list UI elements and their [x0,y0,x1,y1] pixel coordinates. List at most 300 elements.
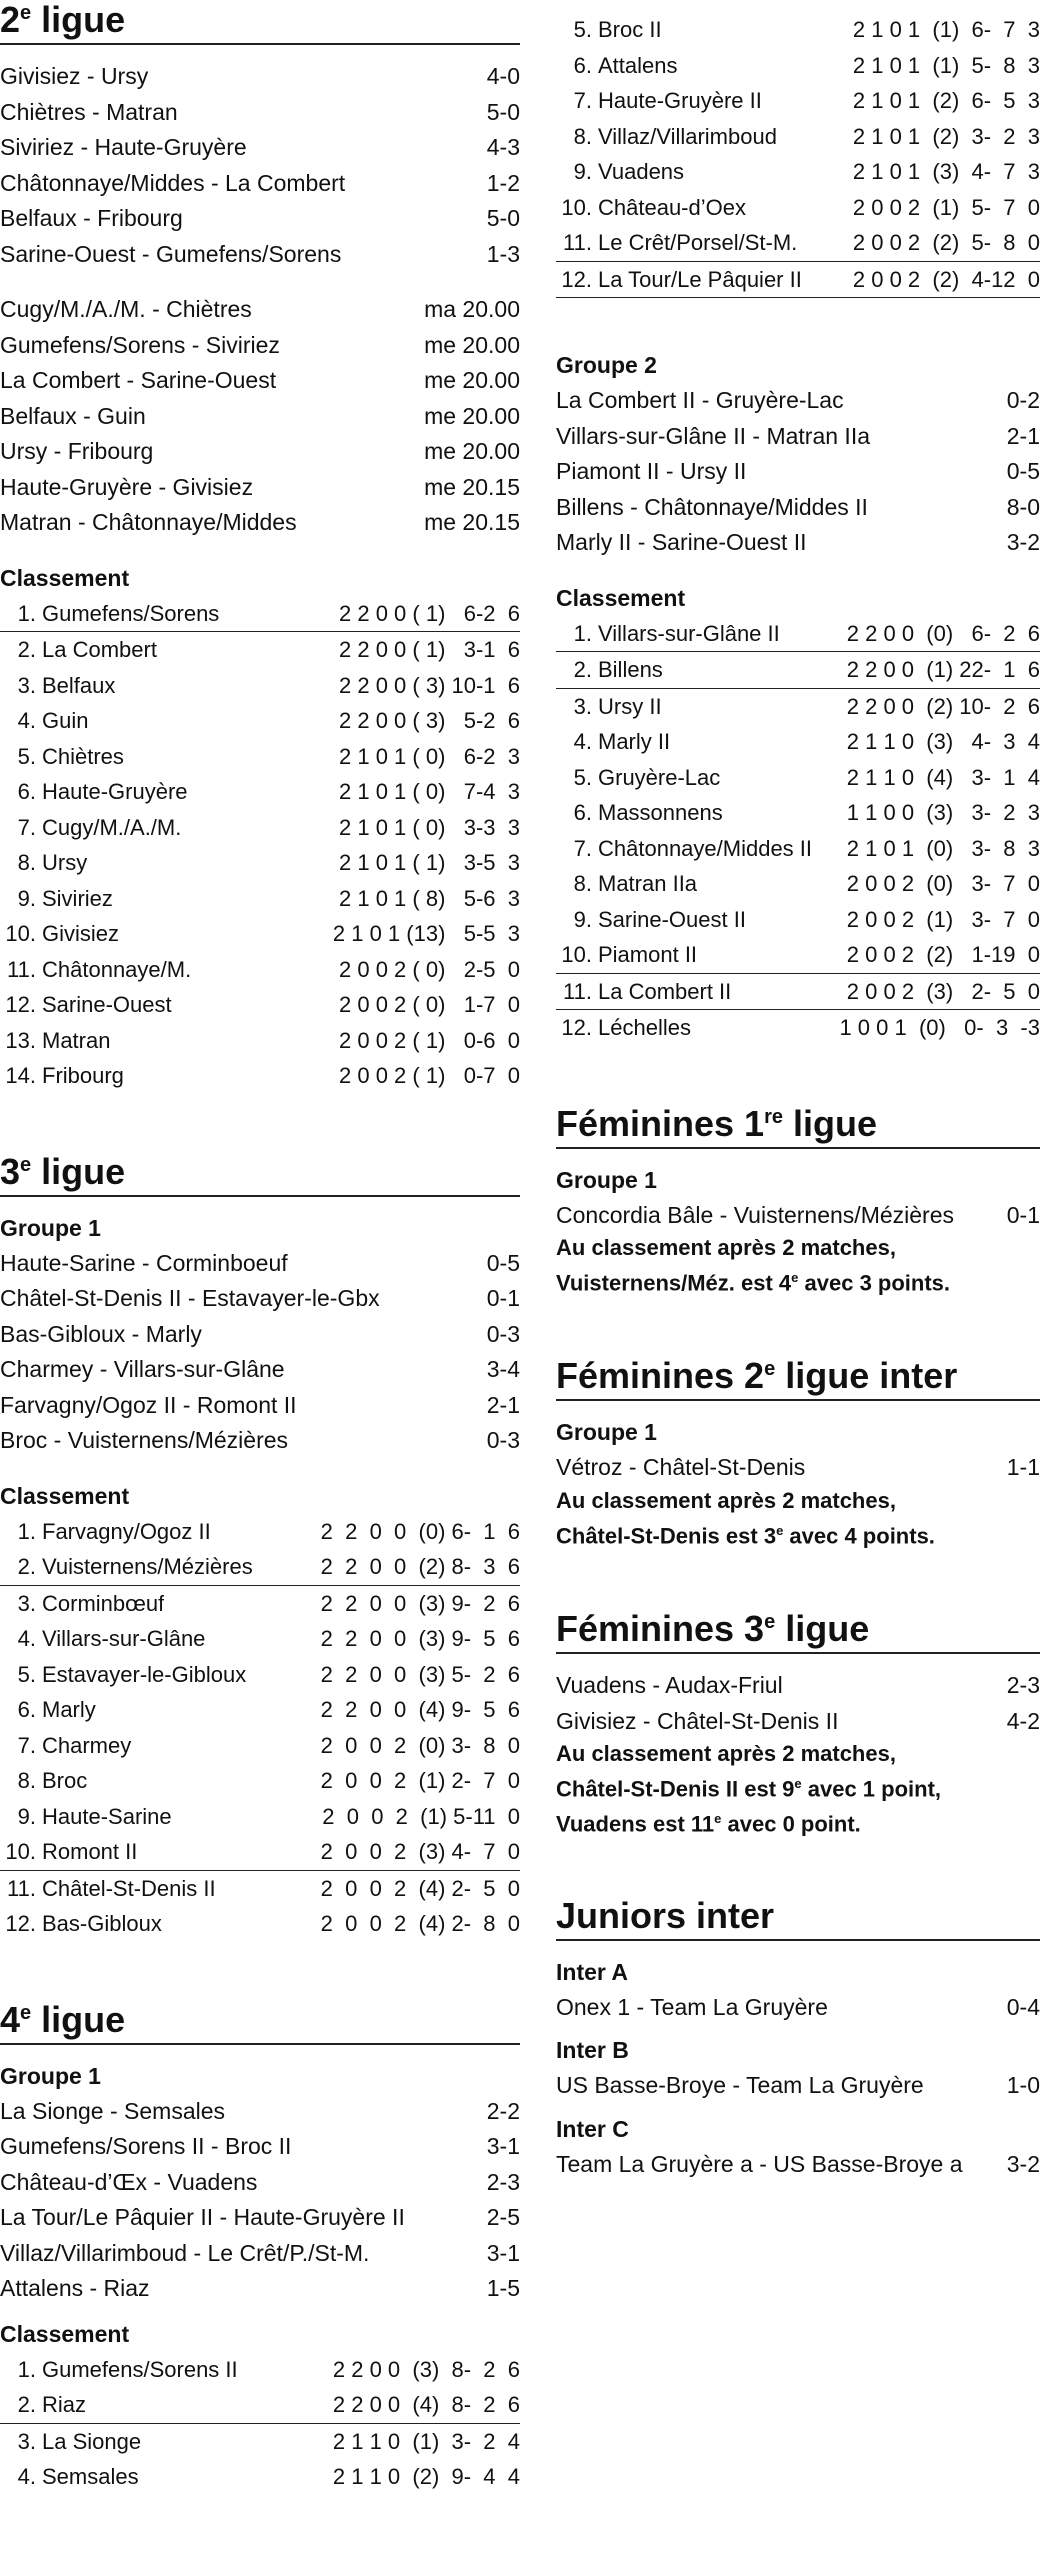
note-line [556,1516,1040,1551]
team-name: Villars-sur-Glâne [42,1626,206,1651]
team-stats: 2 1 0 1 (0) 3- 8 3 [846,835,1040,861]
team-name: Massonnens [598,800,723,825]
section-title-juniors-inter: Juniors inter [556,1896,1040,1941]
team-name: La Combert [42,637,157,662]
team-stats: 2 1 0 1 (3) 4- 7 3 [852,159,1040,184]
team-name: Cugy/M./A./M. [42,814,182,840]
standings-row [0,1871,520,1907]
team-name: Matran IIa [598,871,698,896]
team-name: Corminbœuf [42,1590,165,1616]
match: Farvagny/Ogoz II - Romont II [0,1391,297,1418]
section-title-feminines-2e [556,1356,1040,1401]
team-name: La Tour/Le Pâquier II [598,266,802,292]
standings-row [556,1010,1040,1046]
standings-row [0,1763,520,1799]
rank: 4. [17,708,36,733]
match: Château-d’Œx - Vuadens [0,2168,258,2195]
standings-row [0,596,520,633]
match: Cugy/M./A./M. - Chiètres [0,296,252,322]
standings-row [556,724,1040,760]
standings-row [0,668,520,704]
note-line [556,1769,1040,1804]
rank: 6. [573,52,592,78]
rank: 8. [573,123,592,149]
team-stats: 2 0 0 2 (4) 2- 8 0 [320,1911,520,1936]
team-name: Matran [42,1027,111,1053]
result-row [0,363,520,399]
team-stats: 2 2 0 0 (1) 22- 1 6 [846,657,1040,682]
team-name: Villaz/Villarimboud [598,123,777,149]
title-sup: e [20,2,32,24]
team-stats: 2 2 0 0 (2) 10- 2 6 [846,693,1040,719]
match: Givisiez - Ursy [0,63,149,89]
score: 0-2 [1006,387,1040,413]
match: Marly II - Sarine-Ouest II [556,529,807,555]
standings-row [556,831,1040,867]
rank: 3. [17,1590,36,1616]
result-row [0,2236,520,2272]
rank: 9. [573,159,592,184]
standings-row [0,987,520,1023]
team-name: Farvagny/Ogoz II [42,1518,211,1544]
score: 1-0 [1006,2072,1040,2099]
rank: 6. [17,1697,36,1722]
score: 5-0 [486,205,520,231]
team-stats: 2 2 0 0 ( 1) 6-2 6 [339,600,520,626]
standings-row [0,916,520,952]
team-stats: 2 2 0 0 (3) 9- 2 6 [320,1590,520,1616]
result-row [0,2094,520,2130]
kickoff-time: ma 20.00 [424,296,520,322]
rank: 10. [561,194,592,220]
result-row [0,59,520,95]
team-stats: 2 0 0 2 (3) 4- 7 0 [320,1839,520,1864]
rank: 8. [17,1768,36,1793]
rank: 8. [573,871,592,896]
result-row [0,505,520,541]
note-text: avec 0 point. [721,1811,861,1837]
note-text: Vuisternens/Méz. est 4 [556,1270,792,1296]
standings-row [556,225,1040,262]
result-row [556,1450,1040,1486]
group-title: Inter B [556,2037,629,2064]
result-row [556,490,1040,526]
result-row [0,1388,520,1424]
result-row [0,95,520,131]
team-stats: 2 2 0 0 (0) 6- 1 6 [320,1518,520,1544]
score: 3-2 [1006,529,1040,555]
score: 0-1 [486,1285,520,1311]
rank: 10. [5,921,36,946]
team-stats: 2 2 0 0 ( 3) 5-2 6 [339,708,520,733]
standing-note [556,1233,1040,1298]
team-stats: 2 0 0 2 (3) 2- 5 0 [846,978,1040,1004]
standings-row [0,774,520,810]
team-stats: 2 0 0 2 ( 1) 0-7 0 [339,1063,520,1088]
match: Villars-sur-Glâne II - Matran IIa [556,422,871,449]
result-row [556,525,1040,561]
group-title: Groupe 1 [0,2062,101,2089]
match: Belfaux - Fribourg [0,205,183,231]
team-name: Gumefens/Sorens [42,600,220,626]
match: Attalens - Riaz [0,2275,150,2301]
rank: 14. [5,1063,36,1088]
team-stats: 2 2 0 0 ( 3) 10-1 6 [339,672,520,698]
team-stats: 2 1 1 0 (2) 9- 4 4 [332,2464,520,2489]
result-row [0,1317,520,1353]
match: Haute-Sarine - Corminboeuf [0,1249,288,1276]
standings-row [556,262,1040,299]
standings-title: Classement [0,564,130,591]
match: Vétroz - Châtel-St-Denis [556,1454,806,1481]
team-name: Givisiez [42,921,120,946]
match: Piamont II - Ursy II [556,458,747,484]
results-list [556,1450,1040,1486]
standings-row [0,1621,520,1657]
standings-row [556,48,1040,84]
match: Châtel-St-Denis II - Estavayer-le-Gbx [0,1285,380,1311]
note-line: Au classement après 2 matches, [556,1741,896,1767]
title-sup: re [764,1105,783,1128]
score: 8-0 [1006,493,1040,520]
team-stats: 2 0 0 2 ( 1) 0-6 0 [339,1027,520,1053]
team-stats: 2 0 0 2 (1) 5- 7 0 [852,194,1040,220]
team-name: Semsales [42,2464,139,2489]
team-stats: 2 0 0 2 (0) 3- 7 0 [846,871,1040,896]
standings-row [556,154,1040,190]
standings-row [0,1799,520,1835]
group-title: Groupe 1 [556,1166,657,1193]
standings-row [0,703,520,739]
team-name: Châtel-St-Denis II [42,1875,216,1901]
results-list [556,1668,1040,1739]
team-name: Siviriez [42,885,113,911]
rank: 13. [5,1027,36,1053]
score: 4-0 [486,63,520,89]
standings-title: Classement [556,584,686,611]
rank: 3. [573,693,592,719]
rank: 6. [17,779,36,804]
rank: 7. [17,814,36,840]
match: Billens - Châtonnaye/Middes II [556,493,868,520]
results-list [0,2094,520,2307]
kickoff-time: me 20.00 [424,367,520,393]
rank: 7. [573,835,592,861]
right-column [556,0,1040,2182]
team-stats: 2 1 0 1 (1) 5- 8 3 [852,52,1040,78]
score: 4-3 [486,134,520,160]
standings-row [0,632,520,668]
standings-title: Classement [0,2320,130,2347]
rank: 5. [573,764,592,790]
result-row [0,2129,520,2165]
team-stats: 2 1 0 1 (2) 6- 5 3 [852,88,1040,113]
match: Concordia Bâle - Vuisternens/Mézières [556,1201,954,1228]
section-title-feminines-3e [556,1609,1040,1654]
team-stats: 2 1 0 1 ( 8) 5-6 3 [339,885,520,911]
result-row [0,328,520,364]
team-stats: 2 0 0 2 (1) 3- 7 0 [846,906,1040,932]
result-row [0,470,520,506]
result-row [556,454,1040,490]
team-name: Le Crêt/Porsel/St-M. [598,230,798,255]
title-main: Féminines 1 [556,1102,765,1144]
note-line: Au classement après 2 matches, [556,1487,896,1513]
standings-row [556,974,1040,1011]
team-name: Billens [598,657,663,682]
standing-note [556,1486,1040,1551]
result-row [556,2068,1040,2104]
standings-row [0,1906,520,1942]
standings-row [556,83,1040,119]
result-row [0,399,520,435]
standings-row [556,119,1040,155]
score: 2-1 [1006,422,1040,449]
standings-row [556,937,1040,974]
match: Haute-Gruyère - Givisiez [0,473,254,500]
team-stats: 2 0 0 2 (2) 4-12 0 [852,266,1040,292]
rank: 7. [17,1732,36,1758]
standings-table [556,616,1040,1046]
rank: 4. [17,1626,36,1651]
results-list [556,1198,1040,1234]
left-column [0,0,520,2495]
match: Gumefens/Sorens - Siviriez [0,331,280,358]
team-name: Fribourg [42,1063,124,1088]
standings-row [0,1586,520,1622]
standings-title: Classement [0,1482,130,1509]
match: Chiètres - Matran [0,98,178,125]
team-name: Haute-Sarine [42,1803,172,1829]
match: Givisiez - Châtel-St-Denis II [556,1707,839,1734]
note-text: avec 1 point, [801,1776,942,1802]
standings-row [556,652,1040,689]
standings-row [556,689,1040,725]
standings-row [0,739,520,775]
rank: 5. [573,17,592,42]
rank: 3. [17,2428,36,2454]
title-sup: e [764,1611,776,1634]
match: US Basse-Broye - Team La Gruyère [556,2072,924,2099]
standings-row [0,1657,520,1693]
result-row [556,419,1040,455]
result-row [0,1281,520,1317]
section-title-feminines-1re [556,1104,1040,1149]
rank: 2. [17,2392,36,2417]
team-stats: 2 0 0 2 (4) 2- 5 0 [320,1875,520,1901]
team-stats: 2 1 0 1 ( 0) 3-3 3 [339,814,520,840]
section-title-4e-ligue [0,2000,520,2045]
result-row [556,1198,1040,1234]
team-stats: 2 1 0 1 ( 0) 7-4 3 [339,779,520,804]
team-stats: 2 2 0 0 (0) 6- 2 6 [846,620,1040,646]
rank: 11. [563,978,592,1004]
standings-row [0,1549,520,1586]
kickoff-time: me 20.15 [424,473,520,500]
result-row [0,1246,520,1282]
team-stats: 2 1 1 0 (1) 3- 2 4 [332,2428,520,2454]
title-main: Féminines 2 [556,1355,765,1397]
team-stats: 2 1 0 1 (1) 6- 7 3 [852,17,1040,42]
standings-table [0,1514,520,1942]
team-name: Estavayer-le-Gibloux [42,1661,247,1687]
standings-table-continued [556,12,1040,298]
title-number: 3 [0,1150,21,1192]
standings-row [556,902,1040,938]
team-name: Châtonnaye/M. [42,956,192,982]
team-stats: 2 2 0 0 ( 1) 3-1 6 [339,637,520,662]
note-line [556,1804,1040,1839]
standings-row [556,12,1040,48]
match: Broc - Vuisternens/Mézières [0,1427,289,1453]
group-title: Groupe 1 [0,1214,101,1241]
score: 3-4 [486,1356,520,1382]
rank: 11. [7,956,36,982]
result-row [556,383,1040,419]
team-name: Chiètres [42,743,124,769]
rank: 5. [17,743,36,769]
result-row [556,2147,1040,2183]
result-row [0,1352,520,1388]
team-name: Gruyère-Lac [598,764,721,790]
team-stats: 2 1 0 1 ( 0) 6-2 3 [339,743,520,769]
team-name: La Combert II [598,978,732,1004]
rank: 11. [563,230,592,255]
team-stats: 2 2 0 0 (4) 9- 5 6 [320,1697,520,1722]
team-name: Sarine-Ouest II [598,906,746,932]
match: Charmey - Villars-sur-Glâne [0,1356,285,1382]
note-line [556,1263,1040,1298]
results-list [0,1246,520,1459]
team-stats: 2 0 0 2 (2) 5- 8 0 [852,230,1040,255]
rank: 9. [17,1803,36,1829]
score: 0-4 [1006,1993,1040,2020]
standings-row [556,190,1040,226]
note-text: Vuadens est 11 [556,1811,715,1837]
result-row [0,2165,520,2201]
score: 4-2 [1006,1707,1040,1734]
standings-row [0,1834,520,1871]
results-list [556,383,1040,561]
section-title-3e-ligue [0,1152,520,1197]
standings-row [0,845,520,881]
team-name: Vuadens [598,159,685,184]
rank: 1. [17,600,36,626]
team-name: Broc II [598,17,662,42]
kickoff-time: me 20.00 [424,438,520,464]
team-name: Gumefens/Sorens II [42,2356,238,2382]
team-stats: 2 2 0 0 (4) 8- 2 6 [332,2392,520,2417]
section-title-2e-ligue [0,0,520,45]
team-stats: 2 2 0 0 (3) 5- 2 6 [320,1661,520,1687]
standings-row [0,2352,520,2388]
result-row [556,1990,1040,2026]
team-name: Charmey [42,1732,132,1758]
team-name: Châtonnaye/Middes II [598,835,813,861]
standings-row [0,2387,520,2424]
rank: 3. [17,672,36,698]
score: 0-3 [486,1427,520,1453]
match: Team La Gruyère a - US Basse-Broye a [556,2150,963,2177]
rank: 2. [17,637,36,662]
team-name: Ursy [42,850,88,875]
score: 1-5 [486,2275,520,2301]
title-main: Féminines 3 [556,1608,765,1650]
result-row [0,2200,520,2236]
team-name: Piamont II [598,942,698,967]
match: Ursy - Fribourg [0,438,154,464]
match: Belfaux - Guin [0,402,146,429]
team-name: Château-d’Oex [598,194,746,220]
match: La Combert II - Gruyère-Lac [556,387,844,413]
result-row [0,130,520,166]
score: 1-1 [1006,1454,1040,1481]
result-row [0,2271,520,2307]
team-stats: 2 1 0 1 ( 1) 3-5 3 [339,850,520,875]
rank: 7. [573,88,592,113]
score: 2-5 [486,2204,520,2230]
rank: 4. [573,729,592,754]
rank: 12. [561,1015,592,1040]
result-row [0,201,520,237]
results-list [0,59,520,272]
title-sup: e [20,2001,32,2024]
team-name: Sarine-Ouest [42,992,172,1017]
result-row [0,1423,520,1459]
result-row [0,166,520,202]
team-stats: 1 1 0 0 (3) 3- 2 3 [846,800,1040,825]
standings-row [556,795,1040,831]
note-sup: e [714,1811,722,1827]
note-line: Au classement après 2 matches, [556,1235,896,1260]
team-stats: 2 2 0 0 (3) 8- 2 6 [332,2356,520,2382]
team-stats: 2 2 0 0 (2) 8- 3 6 [320,1554,520,1579]
score: 0-5 [1006,458,1040,484]
standings-row [0,2424,520,2460]
title-rest: ligue [782,1102,877,1144]
standings-row [0,810,520,846]
standings-row [0,1728,520,1764]
score: 3-1 [486,2239,520,2266]
match: Villaz/Villarimboud - Le Crêt/P./St-M. [0,2239,370,2266]
team-name: La Sionge [42,2428,142,2454]
score: 3-1 [486,2133,520,2159]
note-text: avec 3 points. [798,1270,951,1296]
rank: 12. [561,266,592,292]
note-sup: e [791,1270,799,1285]
title-rest: ligue [31,1998,126,2040]
team-stats: 2 0 0 2 (1) 5-11 0 [322,1803,520,1829]
standings-row [0,952,520,988]
score: 3-2 [1006,2150,1040,2177]
note-text: avec 4 points. [783,1523,935,1549]
group-title: Inter C [556,2115,629,2142]
team-name: Romont II [42,1839,138,1864]
kickoff-time: me 20.00 [424,331,520,358]
rank: 9. [573,906,592,932]
group-title: Inter A [556,1958,628,1985]
match: Onex 1 - Team La Gruyère [556,1993,828,2020]
match: Siviriez - Haute-Gruyère [0,134,247,160]
score: 1-2 [486,169,520,196]
rank: 4. [17,2464,36,2489]
standings-row [0,1058,520,1094]
rank: 1. [573,620,592,646]
team-stats: 2 1 1 0 (3) 4- 3 4 [846,729,1040,754]
title-rest: ligue [31,1150,126,1192]
team-name: Marly [42,1697,96,1722]
team-name: Villars-sur-Glâne II [598,620,780,646]
